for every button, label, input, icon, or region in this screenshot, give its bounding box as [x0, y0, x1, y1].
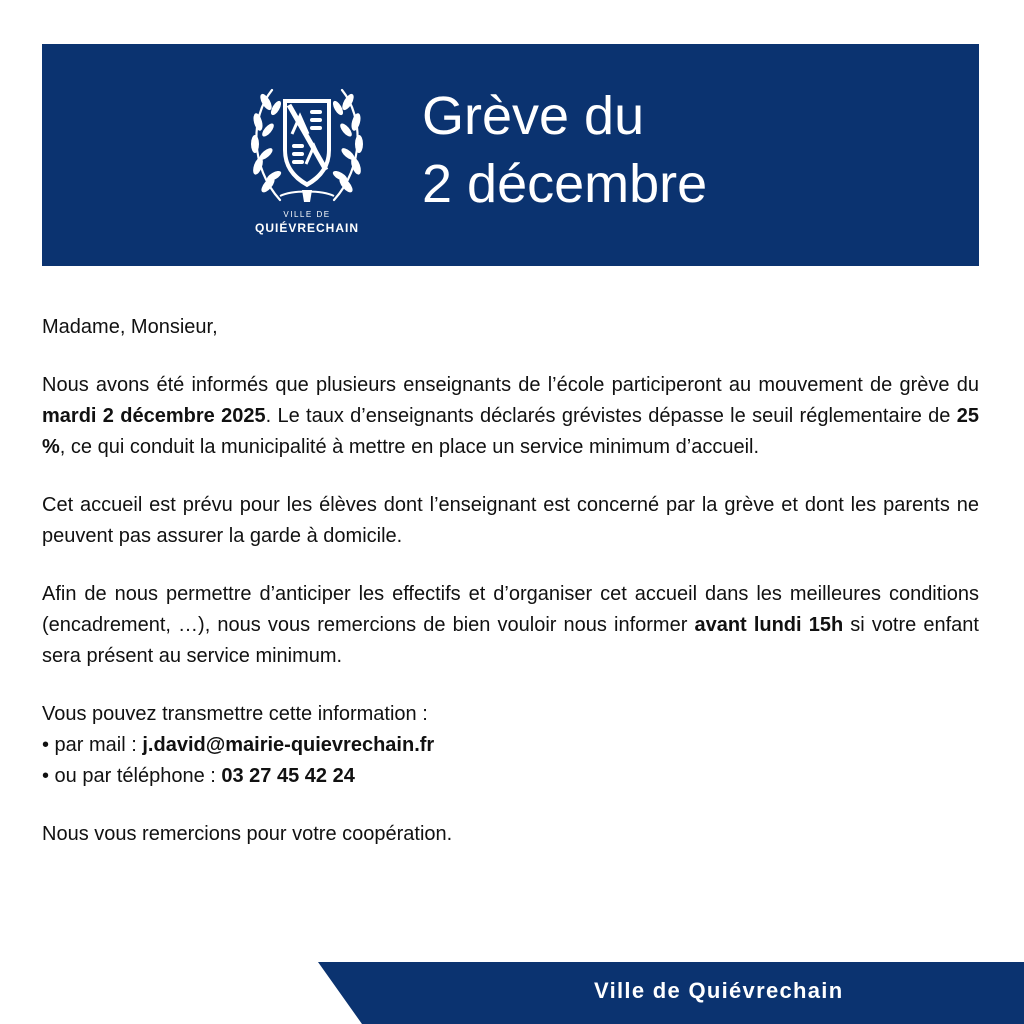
title-line-1: Grève du	[422, 86, 645, 146]
salutation: Madame, Monsieur,	[42, 316, 218, 338]
mail-address: j.david@mairie-quievrechain.fr	[142, 734, 435, 756]
page-title	[422, 82, 942, 218]
contact-intro: Vous pouvez transmettre cette information :	[42, 703, 428, 725]
paragraph-strike-notice	[42, 370, 979, 463]
coat-of-arms-icon	[232, 72, 382, 222]
p1-strike-date: mardi 2 décembre 2025	[42, 405, 266, 427]
p1-text-a: Nous avons été informés que plusieurs enseignants de l’école participeront au mouvement de grève du	[42, 374, 979, 396]
p1-text-e: , ce qui conduit la municipalité à mettre en place un service minimum d’accueil.	[59, 436, 760, 458]
p3-deadline: avant lundi 15h	[694, 614, 844, 636]
p3-text-a: Afin de nous permettre d’anticiper les effectifs et d’organiser cet accueil dans les meilleures conditions (encadrement, …), nous vous remercions de bien vouloir nous informer	[42, 583, 979, 636]
letter-body	[42, 312, 979, 877]
phone-number: 03 27 45 42 24	[221, 765, 355, 787]
town-logo	[232, 72, 382, 247]
logo-town-name: QUIÉVRECHAIN	[254, 221, 359, 235]
contact-mail-row	[42, 730, 979, 761]
header-banner	[42, 44, 979, 266]
paragraph-request	[42, 579, 979, 672]
logo-ville-de: VILLE DE	[283, 210, 331, 219]
title-line-2: 2 décembre	[422, 154, 708, 214]
phone-label: • ou par téléphone :	[42, 765, 222, 787]
contact-phone-row	[42, 761, 979, 792]
contact-list	[42, 699, 979, 792]
p1-threshold: 25 %	[42, 405, 979, 458]
footer-town-name: Ville de Quiévrechain	[594, 978, 844, 1003]
paragraph-eligibility: Cet accueil est prévu pour les élèves dont l’enseignant est concerné par la grève et dont les parents ne peuvent pas assurer la garde à domicile.	[42, 494, 979, 547]
p1-text-c: . Le taux d’enseignants déclarés grévistes dépasse le seuil réglementaire de	[265, 405, 957, 427]
mail-label: • par mail :	[42, 734, 143, 756]
closing: Nous vous remercions pour votre coopération.	[42, 823, 453, 845]
p3-text-c: si votre enfant sera présent au service minimum.	[42, 614, 979, 667]
